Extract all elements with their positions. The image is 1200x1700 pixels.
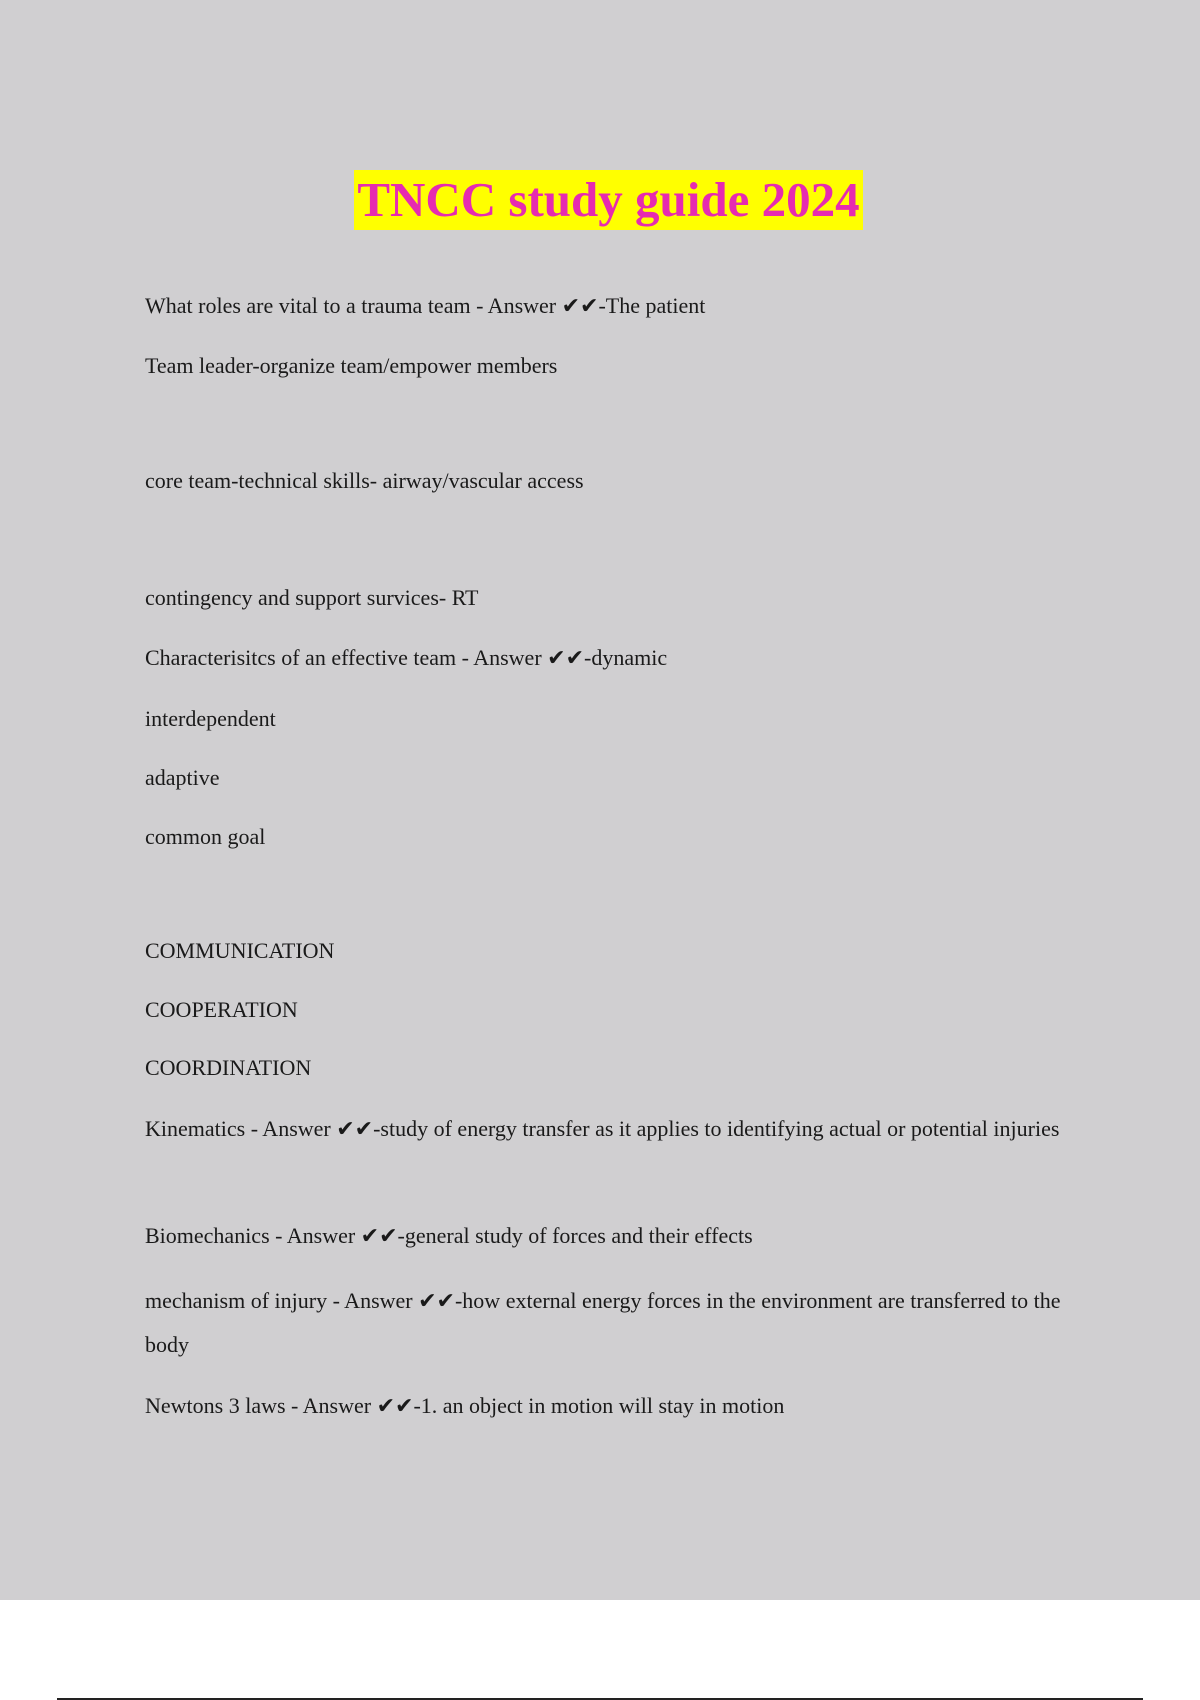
page-footer-area bbox=[0, 1600, 1200, 1700]
qa-line-mechanism-of-injury: mechanism of injury - Answer ✔✔-how external energy forces in the environment are transferred to the body bbox=[145, 1288, 1061, 1357]
qa-line-kinematics: Kinematics - Answer ✔✔-study of energy transfer as it applies to identifying actual or potential injuries bbox=[145, 1116, 1060, 1141]
qa-line-interdependent: interdependent bbox=[145, 706, 276, 731]
qa-line-common-goal: common goal bbox=[145, 824, 266, 849]
qa-line-core-team: core team-technical skills- airway/vascular access bbox=[145, 468, 584, 493]
title-container bbox=[0, 170, 1200, 230]
qa-line-effective-team: Characterisitcs of an effective team - Answer ✔✔-dynamic bbox=[145, 645, 668, 670]
document-title: TNCC study guide 2024 bbox=[354, 170, 862, 230]
qa-line-contingency: contingency and support survices- RT bbox=[145, 585, 479, 610]
qa-line-cooperation: COOPERATION bbox=[145, 997, 298, 1022]
qa-line-biomechanics: Biomechanics - Answer ✔✔-general study of forces and their effects bbox=[145, 1223, 753, 1248]
qa-line-communication: COMMUNICATION bbox=[145, 938, 335, 963]
qa-line-trauma-team-roles: What roles are vital to a trauma team - Answer ✔✔-The patient bbox=[145, 293, 706, 318]
qa-line-team-leader: Team leader-organize team/empower members bbox=[145, 353, 558, 378]
qa-line-coordination: COORDINATION bbox=[145, 1055, 312, 1080]
qa-line-adaptive: adaptive bbox=[145, 765, 220, 790]
qa-line-newtons-laws: Newtons 3 laws - Answer ✔✔-1. an object in motion will stay in motion bbox=[145, 1393, 785, 1418]
